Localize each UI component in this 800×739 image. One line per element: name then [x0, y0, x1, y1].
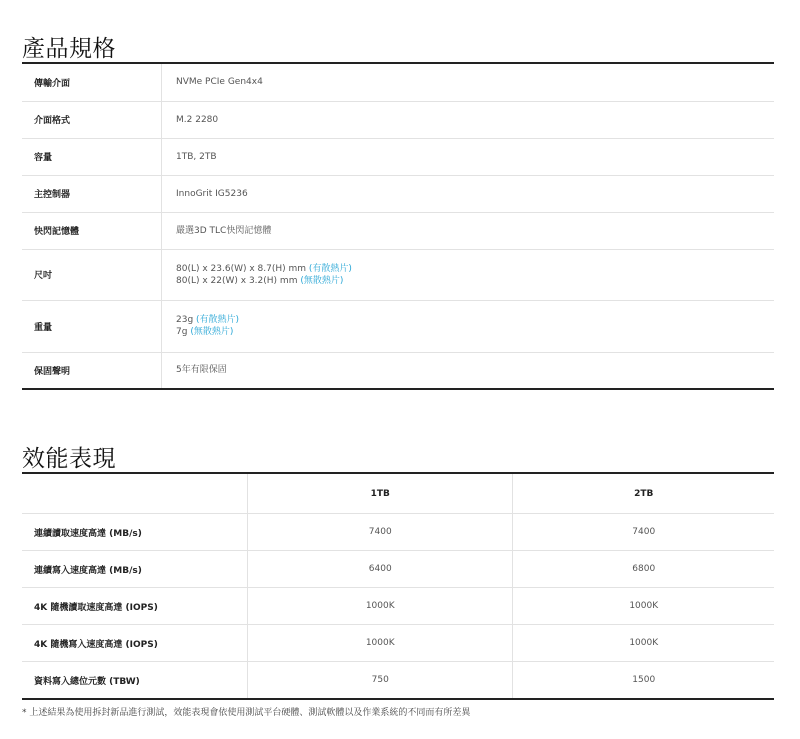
metric-label: 連續寫入速度高達 (MB/s)	[22, 551, 248, 588]
spec-value	[162, 138, 775, 175]
table-header-cell: 2TB	[513, 473, 774, 514]
spec-value-line	[176, 263, 774, 275]
table-header-row	[22, 473, 774, 514]
metric-label: 4K 隨機寫入速度高達 (IOPS)	[22, 625, 248, 662]
table-row	[22, 588, 774, 625]
spec-value-text: 80(L) x 22(W) x 3.2(H) mm	[176, 275, 301, 286]
metric-value: 1000K	[513, 588, 774, 625]
spec-label: 容量	[22, 138, 162, 175]
spec-row	[22, 63, 774, 101]
spec-value-text: 80(L) x 23.6(W) x 8.7(H) mm	[176, 263, 309, 274]
spec-value	[162, 212, 775, 249]
spec-label: 尺吋	[22, 249, 162, 300]
spec-row	[22, 175, 774, 212]
spec-value-text: M.2 2280	[176, 114, 219, 125]
spec-label: 保固聲明	[22, 352, 162, 389]
spec-value-line	[176, 114, 774, 126]
metric-value: 750	[248, 662, 513, 700]
spec-row	[22, 352, 774, 389]
metric-value: 1500	[513, 662, 774, 700]
spec-value	[162, 352, 775, 389]
spec-value-line	[176, 275, 774, 287]
spec-value	[162, 63, 775, 101]
spec-value-text: 嚴選3D TLC快閃記憶體	[176, 225, 272, 236]
spec-label: 重量	[22, 300, 162, 352]
spec-row	[22, 212, 774, 249]
metric-label: 連續讀取速度高達 (MB/s)	[22, 514, 248, 551]
spec-row	[22, 300, 774, 352]
spec-section-title: 產品規格	[22, 36, 116, 62]
spec-value-note: (無散熱片)	[190, 327, 234, 337]
spec-value-text: 5年有限保固	[176, 365, 227, 376]
spec-label: 傳輸介面	[22, 63, 162, 101]
metric-value: 1000K	[248, 625, 513, 662]
metric-value: 1000K	[513, 625, 774, 662]
spec-value-line	[176, 188, 774, 200]
performance-table	[22, 472, 774, 700]
performance-section-title: 效能表現	[22, 446, 116, 472]
spec-label: 介面格式	[22, 101, 162, 138]
spec-value-line	[176, 151, 774, 163]
table-row	[22, 625, 774, 662]
spec-value-note: (有散熱片)	[308, 263, 352, 274]
table-row	[22, 551, 774, 588]
spec-label: 快閃記憶體	[22, 212, 162, 249]
spec-value-line	[176, 76, 774, 88]
metric-label: 資料寫入總位元數 (TBW)	[34, 676, 140, 687]
spec-value-line	[176, 225, 774, 237]
spec-value-note: (有散熱片)	[196, 315, 240, 325]
spec-value	[162, 175, 775, 212]
spec-value-text: 23g	[176, 315, 197, 325]
spec-label: 主控制器	[22, 175, 162, 212]
spec-value-text: 1TB, 2TB	[176, 151, 217, 162]
spec-value	[162, 101, 775, 138]
spec-value-text: NVMe PCIe Gen4x4	[176, 77, 263, 88]
spec-value-text: 7g	[176, 327, 191, 337]
spec-value-line	[176, 314, 774, 326]
spec-value	[162, 249, 775, 300]
spec-value-line	[176, 326, 774, 338]
table-header-empty	[22, 473, 248, 514]
metric-value: 6800	[513, 551, 774, 588]
table-row	[22, 662, 774, 700]
table-row	[22, 514, 774, 551]
metric-value: 6400	[248, 551, 513, 588]
metric-value: 1000K	[248, 588, 513, 625]
metric-value: 7400	[513, 514, 774, 551]
spec-value	[162, 300, 775, 352]
metric-value: 7400	[248, 514, 513, 551]
metric-label: 4K 隨機讀取速度高達 (IOPS)	[22, 588, 248, 625]
spec-value-line	[176, 364, 774, 376]
spec-row	[22, 101, 774, 138]
spec-row	[22, 249, 774, 300]
spec-row	[22, 138, 774, 175]
spec-table	[22, 62, 774, 390]
table-header-cell: 1TB	[248, 473, 513, 514]
footnote: * 上述結果為使用拆封新品進行測試，效能表現會依使用測試平台硬體、測試軟體以及作業系統的不同而有所差異	[22, 708, 471, 718]
spec-value-text: InnoGrit IG5236	[176, 188, 248, 199]
spec-value-note: (無散熱片)	[300, 275, 344, 286]
